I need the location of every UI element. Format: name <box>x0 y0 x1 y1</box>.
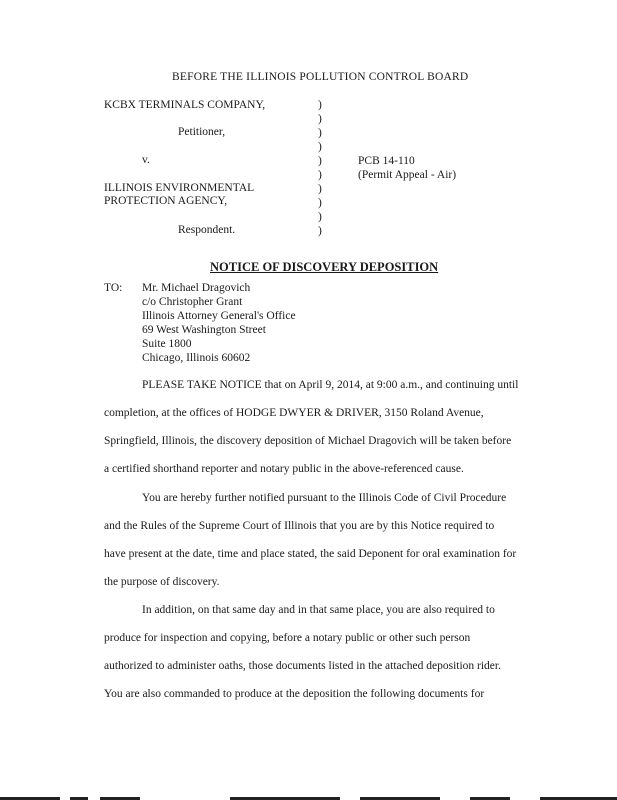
caption-paren: ) <box>318 183 322 195</box>
scan-edge-artifact <box>0 796 617 800</box>
address-line: Chicago, Illinois 60602 <box>142 352 251 364</box>
body-line: Springfield, Illinois, the discovery deposition of Michael Dragovich will be taken before <box>104 435 512 447</box>
address-line: Mr. Michael Dragovich <box>142 282 251 294</box>
address-line: 69 West Washington Street <box>142 324 266 336</box>
case-type: (Permit Appeal - Air) <box>358 169 457 181</box>
address-line: Illinois Attorney General's Office <box>142 310 296 322</box>
case-number: PCB 14-110 <box>358 155 415 167</box>
caption-paren: ) <box>318 141 322 153</box>
respondent-role: Respondent. <box>178 224 236 236</box>
body-line: have present at the date, time and place stated, the said Deponent for oral examination for <box>104 548 517 560</box>
caption-paren: ) <box>318 155 322 167</box>
caption-paren: ) <box>318 99 322 111</box>
to-label: TO: <box>104 282 123 294</box>
notice-title: NOTICE OF DISCOVERY DEPOSITION <box>210 260 439 274</box>
body-line: PLEASE TAKE NOTICE that on April 9, 2014, at 9:00 a.m., and continuing until <box>142 379 519 391</box>
caption-paren: ) <box>318 169 322 181</box>
caption-paren: ) <box>318 211 322 223</box>
body-line: and the Rules of the Supreme Court of Illinois that you are by this Notice required to <box>104 520 495 532</box>
body-line: You are hereby further notified pursuant to the Illinois Code of Civil Procedure <box>142 492 507 504</box>
body-line: completion, at the offices of HODGE DWYER & DRIVER, 3150 Roland Avenue, <box>104 407 484 419</box>
body-line: produce for inspection and copying, before a notary public or other such person <box>104 632 471 644</box>
body-line: You are also commanded to produce at the deposition the following documents for <box>104 688 485 700</box>
caption-paren: ) <box>318 197 322 209</box>
caption-paren: ) <box>318 113 322 125</box>
body-line: authorized to administer oaths, those documents listed in the attached deposition rider. <box>104 660 501 672</box>
respondent-name-line1: ILLINOIS ENVIRONMENTAL <box>104 182 255 194</box>
address-line: c/o Christopher Grant <box>142 296 243 308</box>
caption-paren: ) <box>318 225 322 237</box>
respondent-name-line2: PROTECTION AGENCY, <box>104 195 228 207</box>
body-line: a certified shorthand reporter and notary public in the above-referenced cause. <box>104 463 464 475</box>
address-line: Suite 1800 <box>142 338 192 350</box>
court-title: BEFORE THE ILLINOIS POLLUTION CONTROL BOARD <box>172 71 469 83</box>
body-line: In addition, on that same day and in that same place, you are also required to <box>142 604 495 616</box>
body-line: the purpose of discovery. <box>104 576 220 588</box>
caption-paren: ) <box>318 127 322 139</box>
petitioner-role: Petitioner, <box>178 126 226 138</box>
versus-label: v. <box>142 154 150 166</box>
petitioner-name: KCBX TERMINALS COMPANY, <box>104 99 266 111</box>
